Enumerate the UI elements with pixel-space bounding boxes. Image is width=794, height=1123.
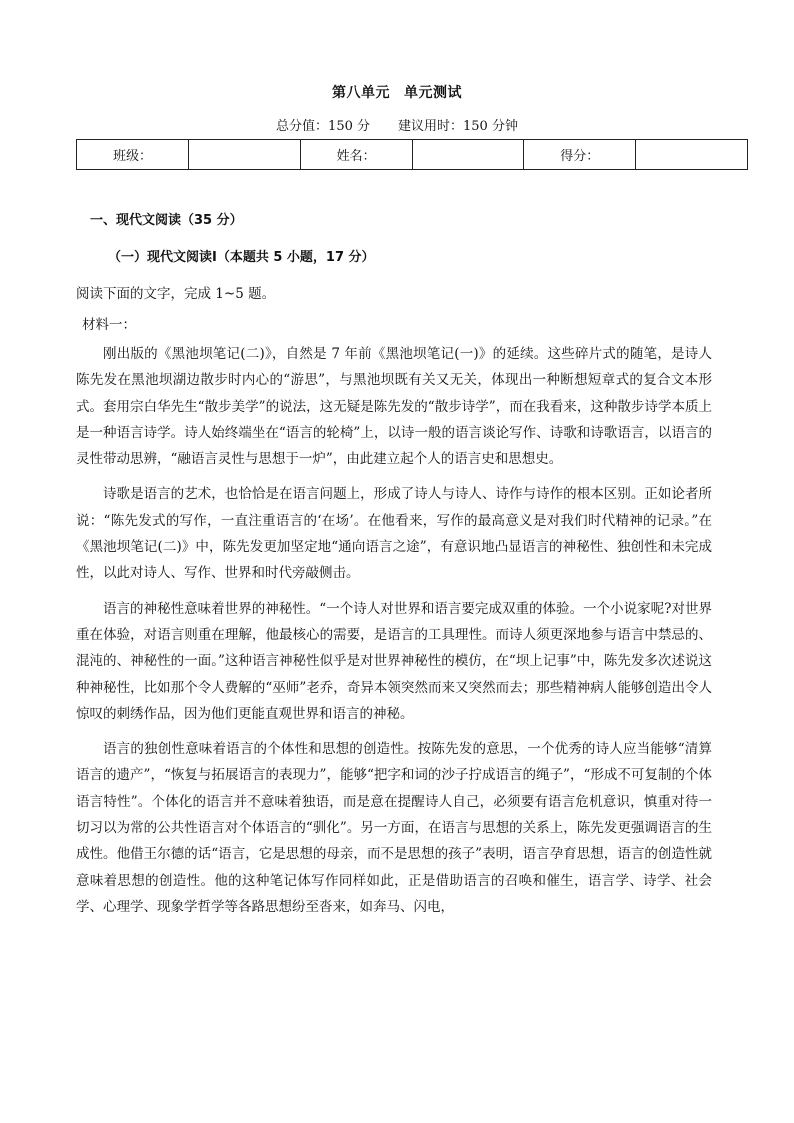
page-title: [0, 82, 794, 102]
passage-paragraph: 刚出版的《黑池坝笔记(二)》，自然是 7 年前《黑池坝笔记(一)》的延续。这些碎片式的随笔，是诗人陈先发在黑池坝湖边散步时内心的“游思”，与黑池坝既有关又无关，体现出一种断想短章式的复合文本形式。套用宗白华先生“散步美学”的说法，这无疑是陈先发的“散步诗学”，而在我看来，这种散步诗学本质上是一种语言诗学。诗人始终端坐在“语言的轮椅”上，以诗一般的语言谈论写作、诗歌和诗歌语言，以语言的灵性带动思辨，“融语言灵性与思想于一炉”，由此建立起个人的语言史和思想史。: [76, 346, 712, 468]
exam-meta: [0, 115, 794, 134]
passage-paragraph: 语言的神秘性意味着世界的神秘性。“一个诗人对世界和语言要完成双重的体验。一个小说家呢?对世界重在体验，对语言则重在理解，他最核心的需要，是语言的工具理性。而诗人须更深地参与语言中禁忌的、混沌的、神秘性的一面。”这种语言神秘性似乎是对世界神秘性的模仿，在“坝上记事”中，陈先发多次述说这种神秘性，比如那个令人费解的“巫师”老乔，奇异本领突然而来又突然而去；那些精神病人能够创造出令人惊叹的刺绣作品，因为他们更能直观世界和语言的神秘。: [76, 600, 712, 722]
score-field[interactable]: [636, 140, 748, 170]
material-label: 材料一：: [82, 317, 136, 333]
title-unit: 第八单元: [332, 85, 390, 101]
reading-instruction: 阅读下面的文字，完成 1~5 题。: [76, 286, 276, 302]
total-score: 总分值：150 分: [276, 119, 370, 134]
name-label: 姓名：: [300, 140, 412, 170]
name-field[interactable]: [412, 140, 524, 170]
student-info-table: [76, 139, 748, 170]
subsection-heading: （一）现代文阅读Ⅰ（本题共 5 小题，17 分）: [108, 250, 375, 265]
suggested-time: 建议用时：150 分钟: [398, 119, 518, 134]
section-heading: 一、现代文阅读（35 分）: [90, 213, 243, 228]
class-field[interactable]: [188, 140, 300, 170]
score-label: 得分：: [524, 140, 636, 170]
title-test: 单元测试: [404, 85, 462, 101]
reading-passage: [76, 341, 712, 929]
passage-paragraph: 诗歌是语言的艺术，也恰恰是在语言问题上，形成了诗人与诗人、诗作与诗作的根本区别。正如论者所说：“陈先发式的写作，一直注重语言的‘在场’。在他看来，写作的最高意义是对我们时代精神的记录。”在《黑池坝笔记(二)》中，陈先发更加坚定地“通向语言之途”，有意识地凸显语言的神秘性、独创性和未完成性，以此对诗人、写作、世界和时代旁敲侧击。: [76, 486, 712, 582]
class-label: 班级：: [77, 140, 189, 170]
passage-paragraph: 语言的独创性意味着语言的个体性和思想的创造性。按陈先发的意思，一个优秀的诗人应当能够“清算语言的遗产”，“恢复与拓展语言的表现力”，能够“把字和词的沙子拧成语言的绳子”，“形成不可复制的个体语言特性”。个体化的语言并不意味着独语，而是意在提醒诗人自己，必须要有语言危机意识，慎重对待一切习以为常的公共性语言对个体语言的“驯化”。另一方面，在语言与思想的关系上，陈先发更强调语言的生成性。他借王尔德的话“语言，它是思想的母亲，而不是思想的孩子”表明，语言孕育思想，语言的创造性就意味着思想的创造性。他的这种笔记体写作同样如此，正是借助语言的召唤和催生，语言学、诗学、社会学、心理学、现象学哲学等各路思想纷至沓来，如奔马、闪电，: [76, 741, 712, 915]
